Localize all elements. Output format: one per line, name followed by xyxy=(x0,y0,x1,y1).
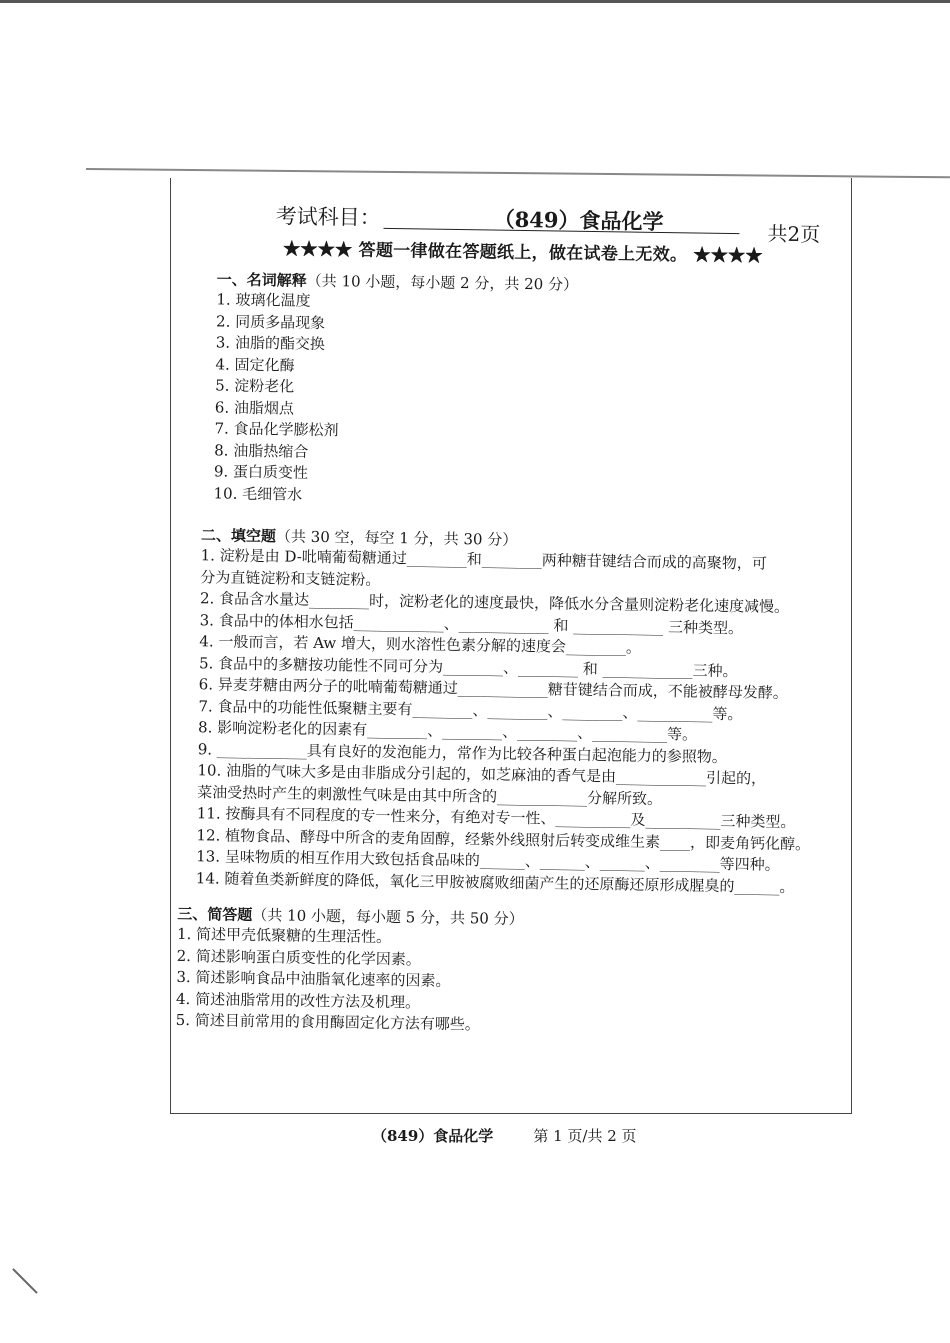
question-line: 10. 油脂的气味大多是由非脂成分引起的，如芝麻油的香气是由____________引起的， xyxy=(197,761,767,788)
section-short-answer xyxy=(176,903,850,1041)
list-item: 9. 蛋白质变性 xyxy=(213,462,309,482)
question-line: 菜油受热时产生的刺激性气味是由其中所含的____________分解所致。 xyxy=(197,782,663,808)
question-line: 11. 按酶具有不同程度的专一性来分，有绝对专一性、__________及__________三种类型。 xyxy=(196,804,796,832)
question-line: 9. ____________具有良好的发泡能力，常作为比较各种蛋白起泡能力的参照物。 xyxy=(197,739,727,766)
question-line: 分为直链淀粉和支链淀粉。 xyxy=(200,567,381,589)
list-item: 1. 玻璃化温度 xyxy=(216,290,311,310)
list-item: 3. 简述影响食品中油脂氧化速率的因素。 xyxy=(176,967,451,990)
scan-top-edge xyxy=(0,0,950,3)
list-item: 2. 简述影响蛋白质变性的化学因素。 xyxy=(176,946,421,969)
list-item: 8. 油脂热缩合 xyxy=(214,440,309,461)
section-fill-blanks xyxy=(178,524,855,899)
scan-corner-mark xyxy=(12,1268,37,1293)
question-line: 3. 食品中的体相水包括____________、____________ 和 ____________ 三种类型。 xyxy=(199,610,744,637)
footer-subject: （849）食品化学 xyxy=(372,1127,494,1145)
exam-content xyxy=(176,195,860,1041)
section-detail: （共 10 小题，每小题 5 分，共 50 分） xyxy=(252,906,524,929)
question-line: 7. 食品中的功能性低聚糖主要有________、________、________、__________等。 xyxy=(198,696,743,723)
list-item: 4. 固定化酶 xyxy=(215,354,295,375)
scan-fold-line xyxy=(86,168,950,178)
exam-notice: ★★★★ 答题一律做在答题纸上，做在试卷上无效。 ★★★★ xyxy=(283,239,763,267)
question-line: 5. 食品中的多糖按功能性不同可分为________、________ 和 ____________三种。 xyxy=(198,653,738,680)
list-item: 6. 油脂烟点 xyxy=(214,397,295,418)
question-line: 14. 随着鱼类新鲜度的降低，氧化三甲胺被腐败细菌产生的还原酶还原形成腥臭的______。 xyxy=(195,868,795,896)
subject-label: 考试科目： xyxy=(275,204,381,230)
question-line: 8. 影响淀粉老化的因素有________、________、________、__________等。 xyxy=(197,718,698,744)
subject-value: （849）食品化学 xyxy=(493,206,664,235)
list-item: 5. 淀粉老化 xyxy=(215,376,295,396)
question-line: 2. 食品含水量达________时，淀粉老化的速度最快，降低水分含量则淀粉老化速度减慢。 xyxy=(199,589,790,616)
list-item: 1. 简述甲壳低聚糖的生理活性。 xyxy=(176,924,392,947)
question-line: 1. 淀粉是由 D-吡喃葡萄糖通过________和________两种糖苷键结合而成的高聚物，可 xyxy=(200,546,767,573)
question-line: 6. 异麦芽糖由两分子的吡喃葡萄糖通过____________糖苷键结合而成，不能被酵母发酵。 xyxy=(198,675,788,702)
page-footer xyxy=(372,1125,637,1146)
total-pages: 共2页 xyxy=(767,221,821,247)
question-line: 12. 植物食品、酵母中所含的麦角固醇，经紫外线照射后转变成维生素____，即麦角钙化醇。 xyxy=(196,825,811,853)
list-item: 7. 食品化学膨松剂 xyxy=(214,419,339,440)
list-item: 2. 同质多晶现象 xyxy=(216,311,326,332)
list-item: 5. 简述目前常用的食用酶固定化方法有哪些。 xyxy=(175,1010,480,1034)
list-item: 10. 毛细管水 xyxy=(213,483,303,504)
question-line: 13. 呈味物质的相互作用大致包括食品味的______、______、______、________等四种。 xyxy=(196,847,780,874)
section-title-text: 二、填空题 xyxy=(200,526,277,546)
footer-page-number: 第 1 页/共 2 页 xyxy=(533,1127,637,1145)
list-item: 3. 油脂的酯交换 xyxy=(215,333,326,354)
section-title-text: 一、名词解释 xyxy=(216,270,307,290)
section-detail: （共 30 空，每空 1 分，共 30 分） xyxy=(275,527,518,549)
question-line: 4. 一般而言，若 Aw 增大，则水溶性色素分解的速度会________。 xyxy=(199,632,642,657)
section-title-text: 三、简答题 xyxy=(177,904,253,925)
section-definitions xyxy=(183,268,858,514)
list-item: 4. 简述油脂常用的改性方法及机理。 xyxy=(175,989,421,1012)
section-detail: （共 10 小题，每小题 2 分，共 20 分） xyxy=(306,271,579,294)
